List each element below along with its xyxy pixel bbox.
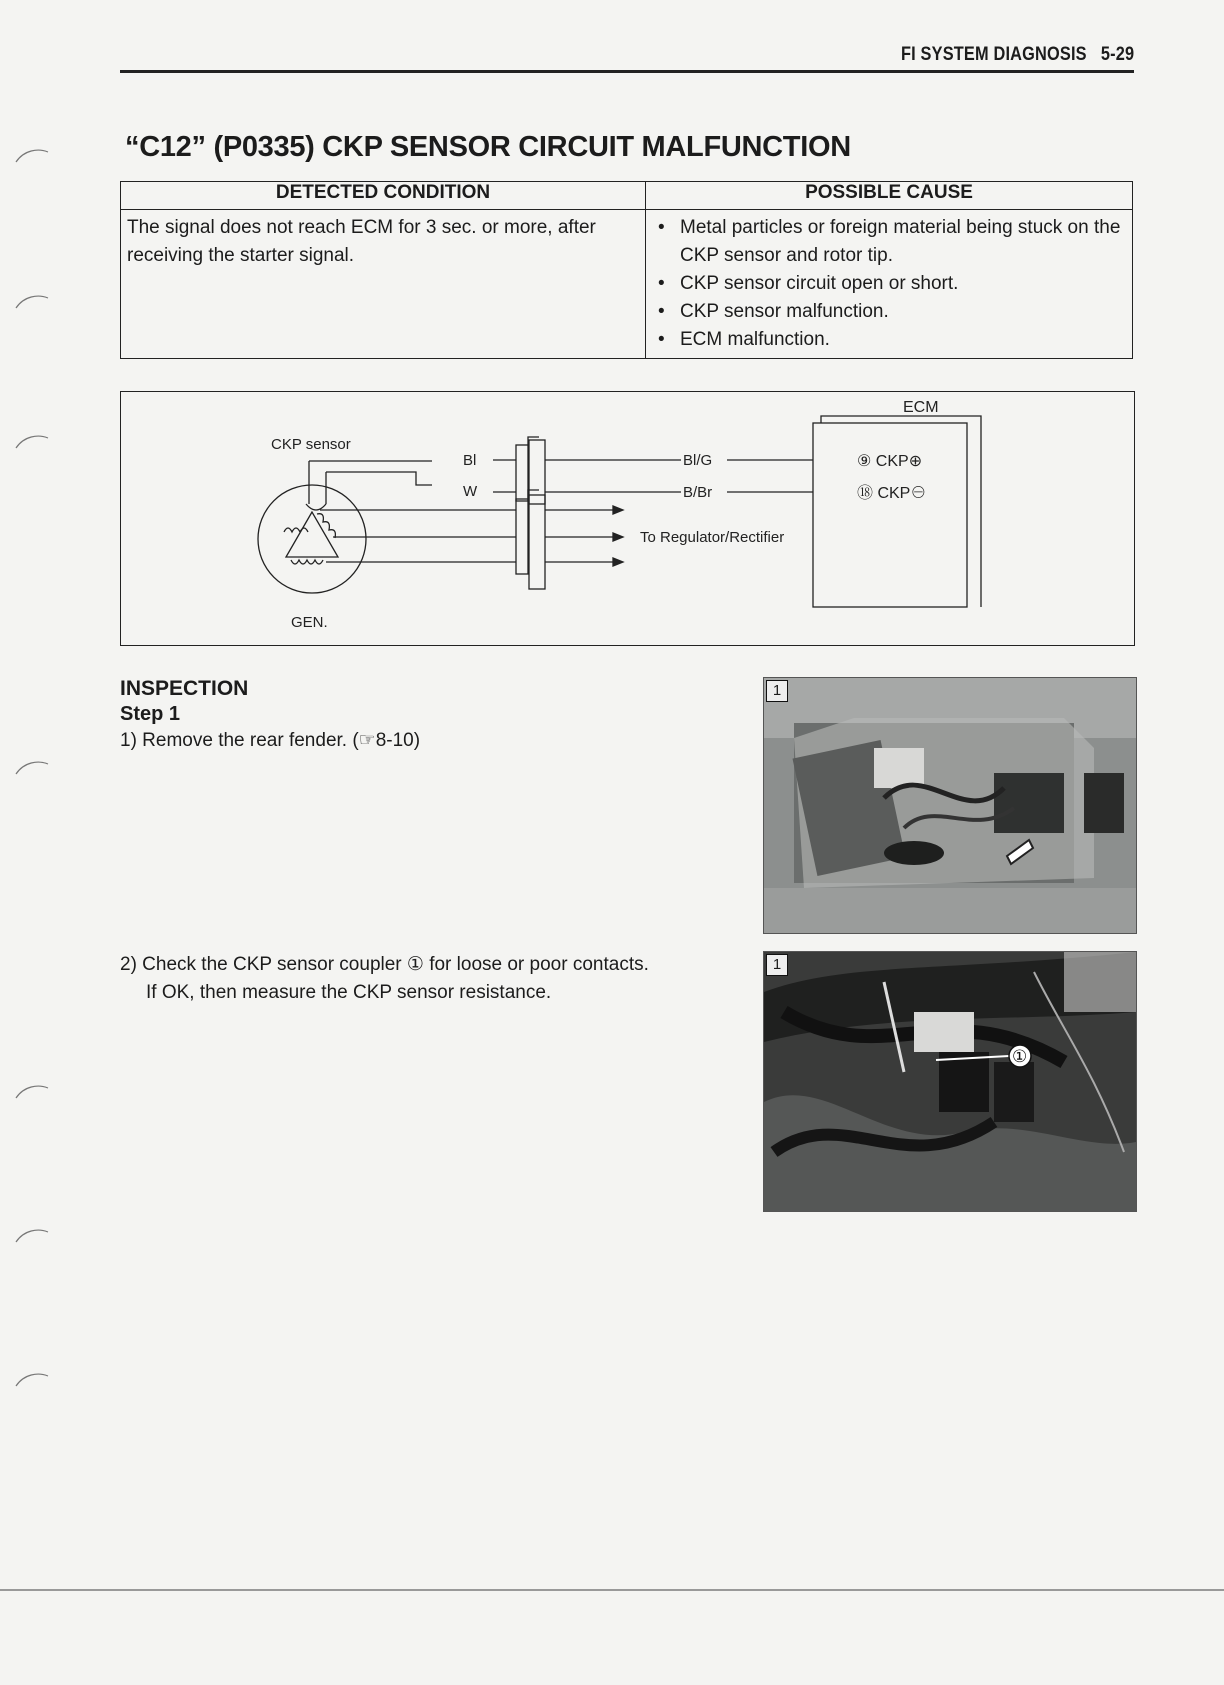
ecm-bracket [821, 416, 981, 607]
wire-label-w: W [463, 483, 478, 500]
ckp-coupler-photo [763, 951, 1137, 1212]
binder-mark [14, 1082, 50, 1100]
cause-item: • CKP sensor malfunction. [652, 298, 1126, 326]
arrow-head-2 [613, 533, 623, 541]
binder-mark [14, 292, 50, 310]
gen-coupler-right [529, 495, 545, 589]
generator-label: GEN. [291, 614, 328, 631]
cause-item: • CKP sensor circuit open or short. [652, 270, 1126, 298]
binder-mark [14, 758, 50, 776]
header-rule [120, 70, 1134, 73]
regulator-label: To Regulator/Rectifier [640, 529, 785, 546]
rear-fender-photo [763, 677, 1137, 934]
inspection-heading: INSPECTION [120, 677, 249, 700]
binder-mark [14, 1370, 50, 1388]
step-heading: Step 1 [120, 703, 181, 725]
binder-mark [14, 1226, 50, 1244]
photo-number: 1 [766, 680, 788, 702]
ecm-label: ECM [903, 399, 939, 416]
page-bottom-edge [0, 1589, 1224, 1591]
step-2-instruction: 2) Check the CKP sensor coupler ① for loose or poor contacts. [120, 954, 649, 975]
sensor-wire-w-b [326, 472, 432, 485]
ecm-pin-ckp-plus: ⑨ CKP⊕ [857, 453, 923, 470]
generator-star [286, 512, 338, 557]
wire-label-blg: Bl/G [683, 452, 713, 469]
coupler-callout: ① [1012, 1047, 1028, 1067]
cause-item: • Metal particles or foreign material being stuck on the CKP sensor and rotor tip. [652, 214, 1126, 270]
generator-coil-c [291, 560, 323, 564]
arrow-head-1 [613, 506, 623, 514]
wiring-diagram [120, 391, 1135, 646]
ecm-box [813, 423, 967, 607]
section-title: FI SYSTEM DIAGNOSIS [900, 44, 1087, 65]
coupler-tab [528, 437, 539, 445]
generator-circle [258, 485, 366, 593]
sensor-pickup [306, 504, 326, 510]
column-header-cause: POSSIBLE CAUSE [646, 182, 1133, 210]
running-header [901, 44, 1134, 66]
wire-label-bl: Bl [463, 452, 477, 469]
wire-label-bbr: B/Br [683, 484, 713, 501]
detected-condition-text: The signal does not reach ECM for 3 sec. or more, after receiving the starter signal. [127, 217, 596, 266]
step-1-instruction: 1) Remove the rear fender. (☞8-10) [120, 730, 421, 751]
condition-table [120, 181, 1133, 359]
generator-coil-a [284, 528, 308, 532]
ckp-sensor-label: CKP sensor [271, 436, 351, 453]
sensor-coupler-left [516, 445, 528, 501]
binder-mark [14, 432, 50, 450]
page-title: “C12” (P0335) CKP SENSOR CIRCUIT MALFUNCTION [125, 131, 851, 163]
column-header-detected: DETECTED CONDITION [121, 182, 646, 210]
cause-list [652, 214, 1126, 354]
possible-cause-cell [646, 210, 1133, 359]
detected-condition-cell [121, 210, 646, 359]
step-2-instruction-cont: If OK, then measure the CKP sensor resistance. [146, 982, 552, 1003]
page-number: 5-29 [1100, 44, 1134, 65]
arrow-head-3 [613, 558, 623, 566]
binder-mark [14, 146, 50, 164]
cause-item: • ECM malfunction. [652, 326, 1126, 354]
photo-number: 1 [766, 954, 788, 976]
ecm-pin-ckp-minus: ⑱ CKP⊖ [857, 485, 927, 502]
gen-coupler-left [516, 499, 528, 574]
